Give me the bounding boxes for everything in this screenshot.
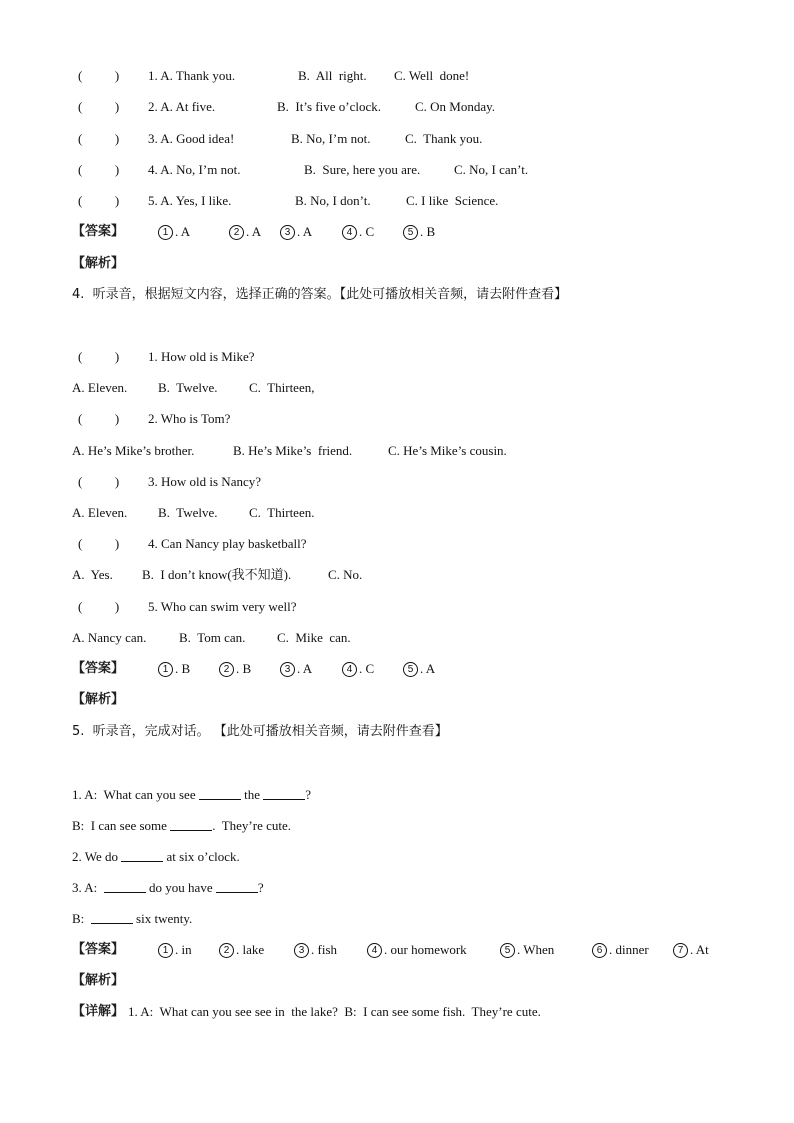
fill-blank[interactable] <box>91 911 133 924</box>
answer-value: . B <box>236 661 252 676</box>
s5-analysis-row <box>72 972 125 990</box>
option-c: C. Thank you. <box>405 131 483 146</box>
circled-number: 7 <box>673 943 688 958</box>
answer-5 <box>403 223 435 241</box>
text: 3. A: <box>72 880 104 895</box>
detail-text: 1. A: What can you see see in the lake? B: I can see some fish. They’re cute. <box>128 1004 541 1019</box>
answer-value: . A <box>246 224 262 239</box>
option-c: C. Well done! <box>394 68 470 83</box>
s3-question-2 <box>72 98 496 116</box>
answer-1 <box>158 941 192 959</box>
s5-answer-row <box>72 941 709 959</box>
circled-number: 5 <box>500 943 515 958</box>
s4-options-5 <box>72 629 351 647</box>
option-b: B. He’s Mike’s friend. <box>233 443 353 458</box>
answer-value: . C <box>359 661 375 676</box>
answer-value: . A <box>420 661 436 676</box>
s4-question-1 <box>72 348 255 366</box>
answer-value: . A <box>297 224 313 239</box>
s4-options-4 <box>72 566 363 584</box>
answer-5 <box>403 660 435 678</box>
s4-options-3 <box>72 504 315 522</box>
s5-line-4 <box>72 879 264 897</box>
circled-number: 3 <box>294 943 309 958</box>
option-a: 1. A. Thank you. <box>148 68 236 83</box>
answer-blank[interactable]: ( ) <box>78 474 120 489</box>
s4-analysis-row <box>72 691 125 709</box>
answer-1 <box>158 660 190 678</box>
answer-4 <box>342 660 374 678</box>
answer-tag: 【答案】 <box>72 224 125 239</box>
option-a: A. He’s Mike’s brother. <box>72 443 195 458</box>
answer-blank[interactable]: ( ) <box>78 193 120 208</box>
text: . They’re cute. <box>212 818 292 833</box>
answer-value: . A <box>297 661 313 676</box>
answer-value: . fish <box>311 942 337 957</box>
circled-number: 1 <box>158 225 173 240</box>
answer-blank[interactable]: ( ) <box>78 131 120 146</box>
s5-detail-row <box>72 1003 541 1021</box>
option-b: B. It’s five o’clock. <box>277 99 381 114</box>
s5-line-3 <box>72 848 240 866</box>
s4-options-1 <box>72 379 315 397</box>
s3-analysis-row <box>72 255 125 273</box>
answer-value: . B <box>175 661 191 676</box>
text: do you have <box>145 880 216 895</box>
text: at six o’clock. <box>163 849 240 864</box>
option-b: B. Tom can. <box>179 630 246 645</box>
answer-7 <box>673 941 709 959</box>
fill-blank[interactable] <box>170 818 212 831</box>
answer-value: . lake <box>236 942 265 957</box>
circled-number: 2 <box>219 943 234 958</box>
option-c: C. Thirteen, <box>249 380 315 395</box>
answer-blank[interactable]: ( ) <box>78 536 120 551</box>
option-c: C. Mike can. <box>277 630 351 645</box>
fill-blank[interactable] <box>104 880 146 893</box>
answer-4 <box>342 223 374 241</box>
text: ? <box>305 787 312 802</box>
answer-3 <box>280 223 312 241</box>
option-c: C. No. <box>328 567 363 582</box>
circled-number: 4 <box>342 225 357 240</box>
fill-blank[interactable] <box>121 849 163 862</box>
answer-2 <box>229 223 261 241</box>
option-a: 4. A. No, I’m not. <box>148 162 241 177</box>
s4-answer-row <box>72 660 436 678</box>
s5-heading: 5. 听录音，完成对话。 【此处可播放相关音频，请去附件查看】 <box>72 724 448 739</box>
analysis-tag: 【解析】 <box>72 692 125 707</box>
option-b: B. I don’t know(我不知道). <box>142 567 292 582</box>
analysis-tag: 【解析】 <box>72 973 125 988</box>
option-b: B. No, I’m not. <box>291 131 371 146</box>
option-b: B. No, I don’t. <box>295 193 371 208</box>
answer-tag: 【答案】 <box>72 942 125 957</box>
text: ? <box>257 880 264 895</box>
fill-blank[interactable] <box>263 787 305 800</box>
answer-blank[interactable]: ( ) <box>78 99 120 114</box>
text: the <box>240 787 264 802</box>
answer-value: . our homework <box>384 942 467 957</box>
answer-tag: 【答案】 <box>72 661 125 676</box>
option-b: B. Sure, here you are. <box>304 162 421 177</box>
text: 2. We do <box>72 849 122 864</box>
answer-2 <box>219 941 264 959</box>
circled-number: 4 <box>367 943 382 958</box>
question-text: 5. Who can swim very well? <box>148 599 297 614</box>
circled-number: 3 <box>280 662 295 677</box>
question-text: 4. Can Nancy play basketball? <box>148 536 307 551</box>
option-a: 2. A. At five. <box>148 99 216 114</box>
question-text: 3. How old is Nancy? <box>148 474 262 489</box>
circled-number: 5 <box>403 662 418 677</box>
s4-question-3 <box>72 473 262 491</box>
detail-tag: 【详解】 <box>72 1004 125 1019</box>
question-text: 2. Who is Tom? <box>148 411 231 426</box>
s5-line-1 <box>72 786 311 804</box>
circled-number: 6 <box>592 943 607 958</box>
fill-blank[interactable] <box>216 880 258 893</box>
s4-question-4 <box>72 535 307 553</box>
answer-value: . When <box>517 942 555 957</box>
circled-number: 5 <box>403 225 418 240</box>
answer-2 <box>219 660 251 678</box>
circled-number: 2 <box>229 225 244 240</box>
text: 1. A: What can you see <box>72 787 199 802</box>
option-a: 5. A. Yes, I like. <box>148 193 232 208</box>
s3-question-3 <box>72 130 483 148</box>
option-b: B. Twelve. <box>158 380 218 395</box>
circled-number: 1 <box>158 943 173 958</box>
answer-value: . B <box>420 224 436 239</box>
s3-question-4 <box>72 161 529 179</box>
text: six twenty. <box>132 911 193 926</box>
answer-blank[interactable]: ( ) <box>78 349 120 364</box>
s3-question-5 <box>72 192 499 210</box>
s5-line-5 <box>72 910 192 928</box>
fill-blank[interactable] <box>199 787 241 800</box>
answer-5 <box>500 941 554 959</box>
option-c: C. No, I can’t. <box>454 162 529 177</box>
answer-value: . dinner <box>609 942 649 957</box>
circled-number: 4 <box>342 662 357 677</box>
option-a: 3. A. Good idea! <box>148 131 235 146</box>
option-a: A. Yes. <box>72 567 113 582</box>
answer-blank[interactable]: ( ) <box>78 162 120 177</box>
answer-value: . in <box>175 942 192 957</box>
analysis-tag: 【解析】 <box>72 256 125 271</box>
option-c: C. He’s Mike’s cousin. <box>388 443 507 458</box>
answer-6 <box>592 941 649 959</box>
answer-3 <box>294 941 337 959</box>
s4-heading: 4. 听录音，根据短文内容，选择正确的答案。【此处可播放相关音频，请去附件查看】 <box>72 287 568 302</box>
s4-question-5 <box>72 598 297 616</box>
answer-4 <box>367 941 467 959</box>
option-a: A. Eleven. <box>72 505 128 520</box>
answer-value: . A <box>175 224 191 239</box>
s4-options-2 <box>72 442 507 460</box>
answer-blank[interactable]: ( ) <box>78 599 120 614</box>
text: B: I can see some <box>72 818 171 833</box>
answer-3 <box>280 660 312 678</box>
answer-value: . C <box>359 224 375 239</box>
circled-number: 2 <box>219 662 234 677</box>
circled-number: 3 <box>280 225 295 240</box>
answer-value: . At <box>690 942 709 957</box>
option-c: C. Thirteen. <box>249 505 315 520</box>
s5-line-2 <box>72 817 291 835</box>
option-b: B. Twelve. <box>158 505 218 520</box>
circled-number: 1 <box>158 662 173 677</box>
option-a: A. Eleven. <box>72 380 128 395</box>
answer-blank[interactable]: ( ) <box>78 68 120 83</box>
answer-blank[interactable]: ( ) <box>78 411 120 426</box>
option-b: B. All right. <box>298 68 367 83</box>
answer-1 <box>158 223 190 241</box>
question-text: 1. How old is Mike? <box>148 349 255 364</box>
option-c: C. On Monday. <box>415 99 496 114</box>
s3-question-1 <box>72 67 470 85</box>
text: B: <box>72 911 91 926</box>
option-c: C. I like Science. <box>406 193 499 208</box>
option-a: A. Nancy can. <box>72 630 147 645</box>
s3-answer-row <box>72 223 436 241</box>
s4-question-2 <box>72 410 231 428</box>
